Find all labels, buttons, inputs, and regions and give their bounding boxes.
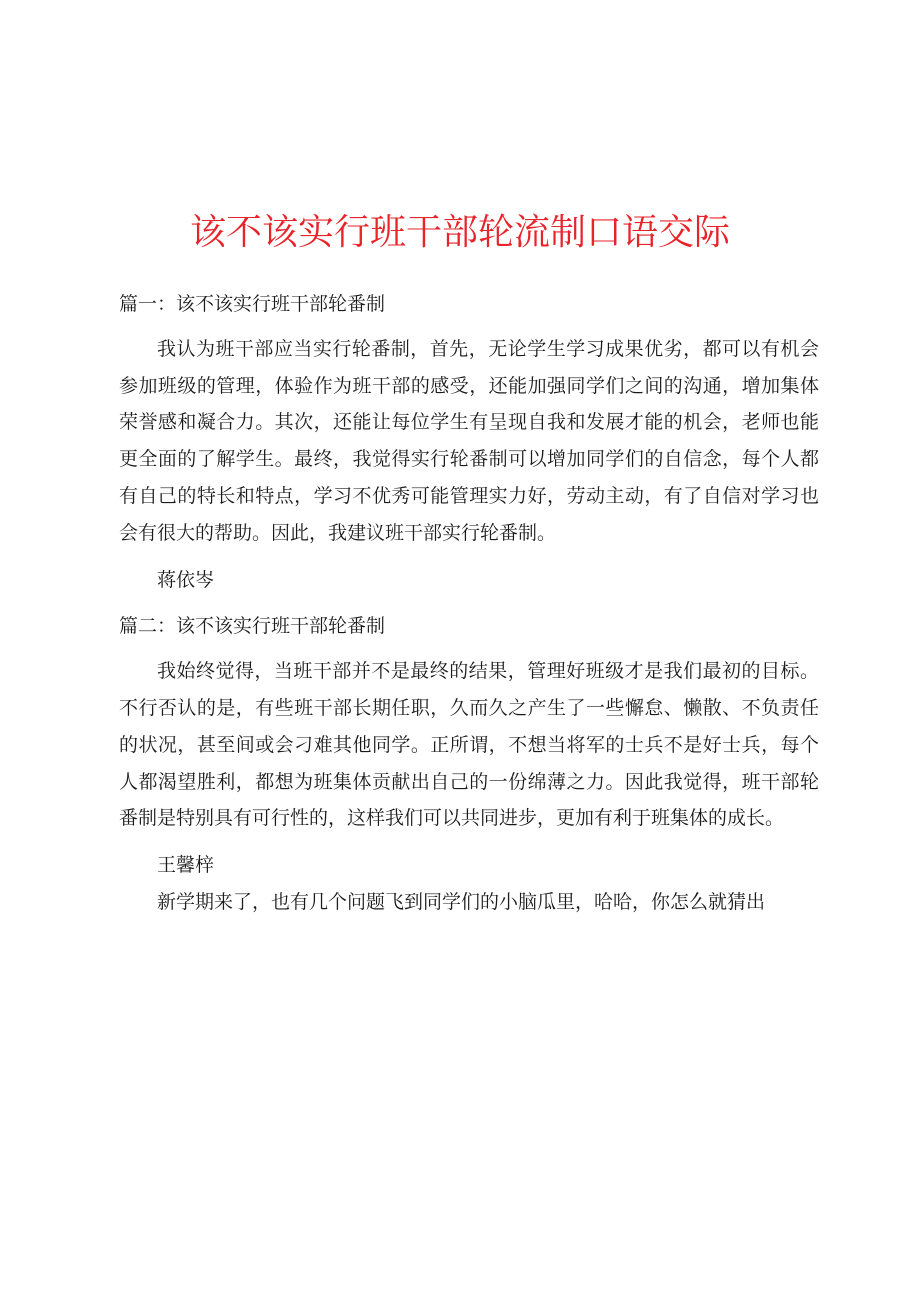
section-1-author: 蒋依岑 xyxy=(157,568,215,591)
section-2-author: 王馨梓 xyxy=(157,854,215,877)
section-2-paragraph: 我始终觉得，当班干部并不是最终的结果，管理好班级才是我们最初的目标。不行否认的是，有些班干部长期任职，久而久之产生了一些懈怠、懒散、不负责任的状况，甚至间或会刁难其他同学。正所谓，不想当将军的士兵不是好士兵，每个人都渴望胜利，都想为班集体贡献出自己的一份绵薄之力。因此我觉得，班干部轮番制是特别具有可行性的，这样我们可以共同进步，更加有利于班集体的成长。 xyxy=(119,660,819,830)
document-body xyxy=(119,286,819,921)
section-1-heading: 篇一：该不该实行班干部轮番制 xyxy=(119,293,386,315)
document-title: 该不该实行班干部轮流制口语交际 xyxy=(189,212,730,253)
section-1-paragraph: 我认为班干部应当实行轮番制，首先，无论学生学习成果优劣，都可以有机会参加班级的管理，体验作为班干部的感受，还能加强同学们之间的沟通，增加集体荣誉感和凝合力。其次，还能让每位学生有呈现自我和发展才能的机会，老师也能更全面的了解学生。最终，我觉得实行轮番制可以增加同学们的自信念，每个人都有自己的特长和特点，学习不优秀可能管理实力好，劳动主动，有了自信对学习也会有很大的帮助。因此，我建议班干部实行轮番制。 xyxy=(119,337,819,544)
section-2-heading: 篇二：该不该实行班干部轮番制 xyxy=(119,615,386,638)
trailing-paragraph: 新学期来了，也有几个问题飞到同学们的小脑瓜里，哈哈，你怎么就猜出 xyxy=(157,890,766,913)
